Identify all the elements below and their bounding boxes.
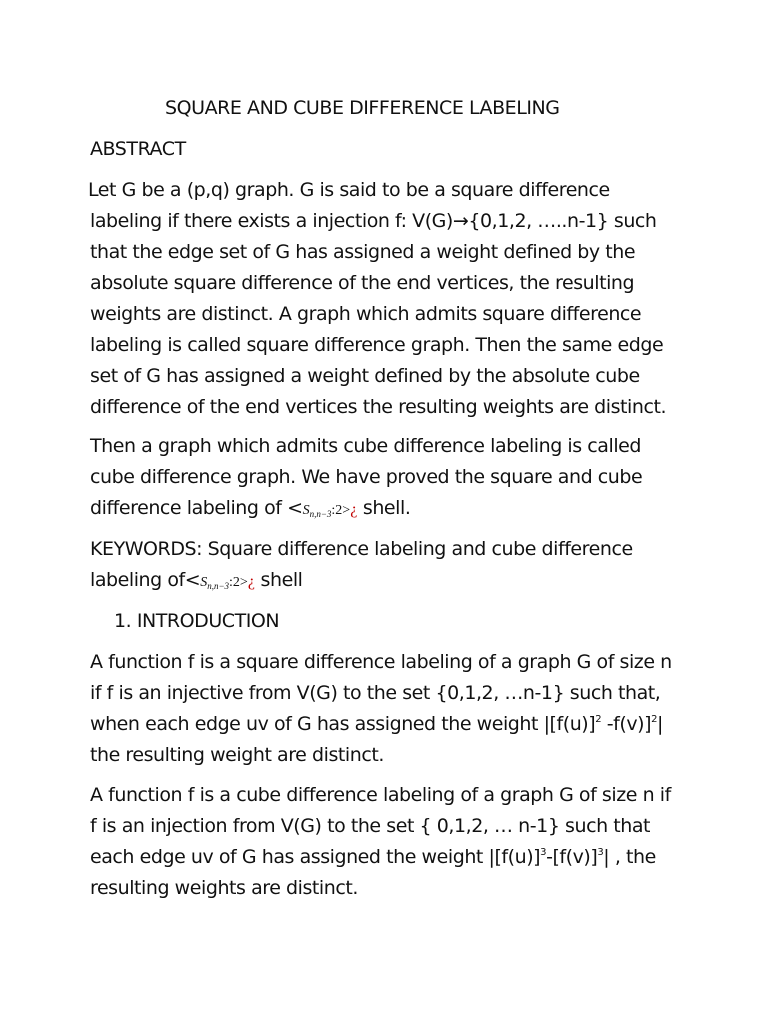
text-line: that the edge set of G has assigned a weight defined by the bbox=[90, 241, 636, 263]
text-line: Then a graph which admits cube difference labeling is called bbox=[90, 435, 641, 457]
math-subscript: n,n−3 bbox=[309, 509, 332, 519]
text-line bbox=[90, 497, 410, 522]
text-segment: when each edge uv of G has assigned the weight |[f(u)] bbox=[90, 713, 596, 735]
text-line: f is an injection from V(G) to the set { 0,1,2, … n-1} such that bbox=[90, 815, 651, 837]
inverted-question-mark: ¿ bbox=[350, 501, 358, 518]
inverted-question-mark: ¿ bbox=[247, 573, 255, 590]
text-line: labeling if there exists a injection f: V(G)→{0,1,2, …..n-1} such bbox=[90, 210, 657, 232]
keywords-line: KEYWORDS: Square difference labeling and cube difference bbox=[90, 538, 633, 560]
exponent: 3 bbox=[597, 846, 604, 858]
text-segment: -f(v)] bbox=[601, 713, 652, 735]
paper-title: SQUARE AND CUBE DIFFERENCE LABELING bbox=[165, 97, 560, 119]
text-line bbox=[90, 713, 663, 735]
exponent: 2 bbox=[651, 713, 657, 725]
text-line: difference of the end vertices the resulting weights are distinct. bbox=[90, 396, 667, 418]
text-segment: each edge uv of G has assigned the weight |[f(u)] bbox=[90, 846, 541, 868]
exponent: 3 bbox=[540, 846, 547, 858]
text-segment: | , the bbox=[603, 846, 656, 868]
text-line: A function f is a cube difference labeling of a graph G of size n if bbox=[90, 784, 671, 806]
abstract-heading: ABSTRACT bbox=[90, 138, 186, 160]
text-segment: shell. bbox=[357, 497, 411, 519]
text-segment: labeling of< bbox=[90, 569, 201, 591]
text-line: A function f is a square difference labeling of a graph G of size n bbox=[90, 651, 672, 673]
text-line: set of G has assigned a weight defined by the absolute cube bbox=[90, 365, 640, 387]
text-segment: | bbox=[657, 713, 663, 735]
shell-graph-notation bbox=[200, 575, 248, 590]
text-line: labeling is called square difference graph. Then the same edge bbox=[90, 334, 664, 356]
text-segment: -[f(v)] bbox=[546, 846, 598, 868]
exponent: 2 bbox=[595, 713, 602, 725]
text-line: weights are distinct. A graph which admits square difference bbox=[90, 303, 642, 325]
text-line bbox=[90, 846, 656, 868]
text-line: cube difference graph. We have proved the square and cube bbox=[90, 466, 643, 488]
introduction-heading: 1. INTRODUCTION bbox=[114, 610, 280, 632]
math-suffix: :2> bbox=[229, 575, 248, 590]
text-line: absolute square difference of the end vertices, the resulting bbox=[90, 272, 635, 294]
text-segment: difference labeling of < bbox=[90, 497, 303, 519]
text-line: the resulting weight are distinct. bbox=[90, 744, 384, 766]
math-suffix: :2> bbox=[331, 503, 351, 518]
keywords-line bbox=[90, 569, 302, 594]
math-symbol: S bbox=[302, 503, 310, 518]
text-line: resulting weights are distinct. bbox=[90, 877, 358, 899]
text-line: Let G be a (p,q) graph. G is said to be a square difference bbox=[88, 179, 610, 201]
math-symbol: S bbox=[200, 575, 208, 590]
math-subscript: n,n−3 bbox=[207, 581, 230, 591]
shell-graph-notation bbox=[303, 503, 351, 518]
text-segment: shell bbox=[254, 569, 303, 591]
text-line: if f is an injective from V(G) to the set {0,1,2, …n-1} such that, bbox=[90, 682, 661, 704]
